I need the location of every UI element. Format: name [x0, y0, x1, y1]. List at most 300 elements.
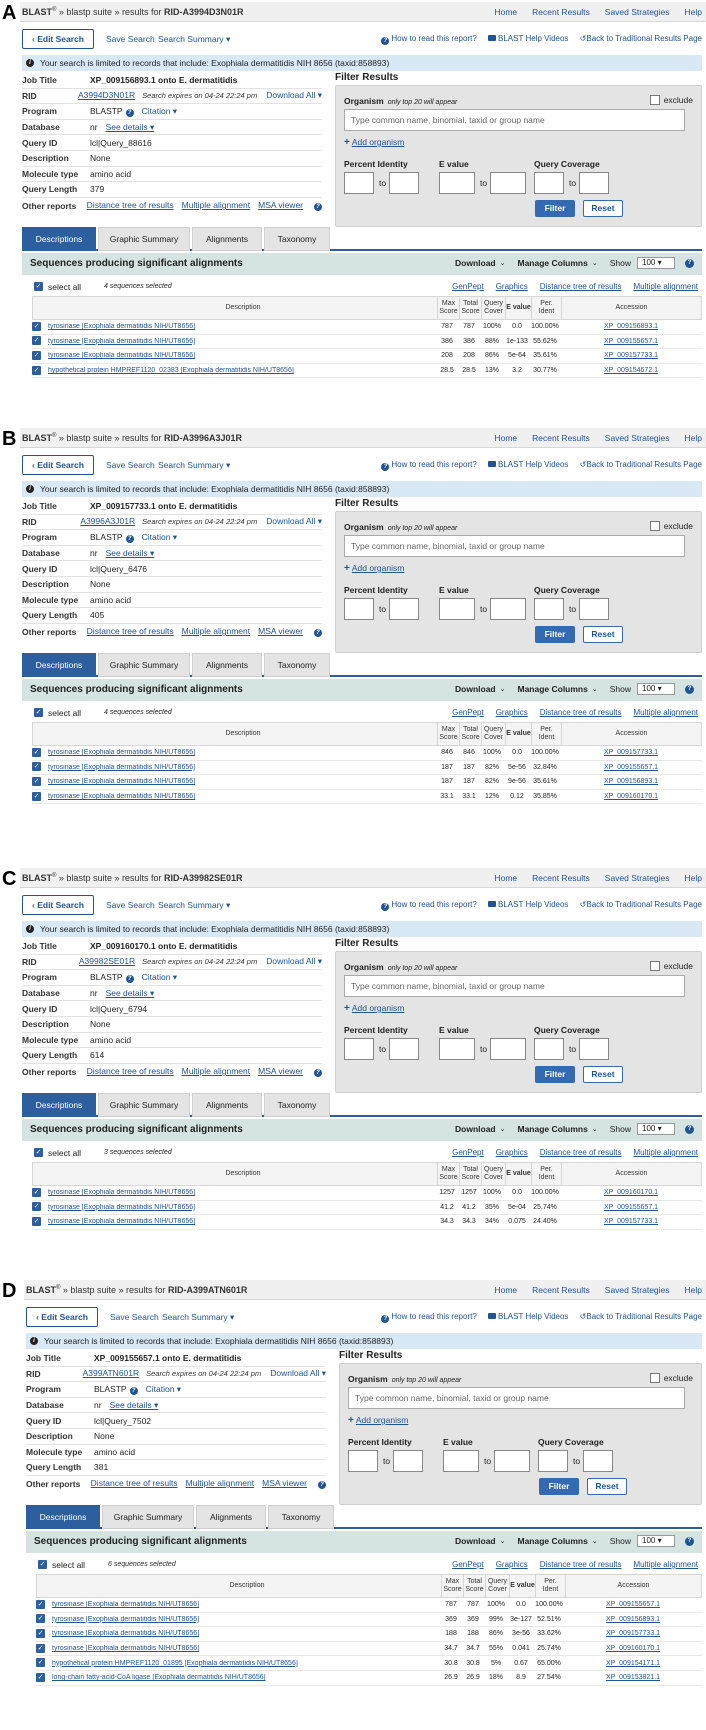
- column-accession[interactable]: Accession: [561, 297, 701, 319]
- tab-alignments[interactable]: Alignments: [192, 653, 262, 677]
- organism-input[interactable]: Type common name, binomial, taxid or group name: [344, 109, 685, 131]
- filter-button[interactable]: Filter: [535, 1066, 575, 1083]
- distance-tree-link[interactable]: Distance tree of results: [539, 1148, 622, 1157]
- help-icon[interactable]: ?: [685, 1125, 694, 1134]
- row-checkbox[interactable]: ✓: [37, 1659, 44, 1667]
- query-coverage-to-input[interactable]: [583, 1450, 613, 1472]
- table-row[interactable]: [32, 1215, 702, 1230]
- column-description[interactable]: Description: [225, 1170, 261, 1178]
- multiple-alignment-link[interactable]: Multiple alignment: [633, 708, 698, 717]
- row-accession-link[interactable]: XP_009155657.1: [603, 1203, 659, 1211]
- nav-help[interactable]: Help: [684, 1285, 702, 1295]
- manage-columns-dropdown[interactable]: Manage Columns: [517, 1124, 588, 1134]
- organism-input[interactable]: Type common name, binomial, taxid or group name: [344, 975, 685, 997]
- row-accession-link[interactable]: XP_009157733.1: [603, 1218, 659, 1226]
- tab-descriptions[interactable]: Descriptions: [26, 1505, 100, 1529]
- nav-recent-results[interactable]: Recent Results: [532, 873, 590, 883]
- description-row: [26, 1429, 326, 1445]
- exclude-checkbox[interactable]: [650, 961, 693, 971]
- row-checkbox[interactable]: ✓: [33, 337, 40, 345]
- row-checkbox[interactable]: ✓: [37, 1644, 44, 1652]
- row-description-link[interactable]: tyrosinase [Exophiala dermatitidis NIH/UT8656]: [52, 1645, 200, 1653]
- edit-search-button[interactable]: [22, 455, 94, 475]
- tab-alignments[interactable]: Alignments: [192, 227, 262, 251]
- row-total-score: 208: [463, 352, 475, 360]
- distance-tree-link[interactable]: Distance tree of results: [86, 1066, 174, 1077]
- tab-taxonomy[interactable]: Taxonomy: [264, 1093, 330, 1117]
- row-description-link[interactable]: hypothetical protein HMPREF1120_02383 [Exophiala dermatitidis NIH/UT8656]: [48, 367, 294, 375]
- help-icon[interactable]: ?: [685, 259, 694, 268]
- back-traditional-link[interactable]: [580, 1312, 702, 1321]
- blast-logo-text[interactable]: BLAST: [22, 873, 52, 883]
- column-query-cover[interactable]: Query Cover: [481, 1163, 505, 1185]
- nav-recent-results[interactable]: Recent Results: [532, 7, 590, 17]
- blast-logo-text[interactable]: BLAST: [26, 1285, 56, 1295]
- tab-descriptions[interactable]: Descriptions: [22, 653, 96, 677]
- multiple-alignment-link[interactable]: Multiple alignment: [181, 626, 251, 637]
- table-row[interactable]: [32, 761, 702, 776]
- nav-home[interactable]: Home: [494, 1285, 518, 1295]
- tab-taxonomy[interactable]: Taxonomy: [264, 227, 330, 251]
- reset-button[interactable]: Reset: [587, 1478, 627, 1495]
- column-total-score[interactable]: Total Score: [459, 1163, 481, 1185]
- row-accession-link[interactable]: XP_009155657.1: [603, 763, 659, 771]
- query-coverage-to-input[interactable]: [579, 172, 609, 194]
- search-summary-dropdown[interactable]: Search Summary ▾: [158, 34, 231, 44]
- tab-graphic-summary[interactable]: Graphic Summary: [102, 1505, 194, 1529]
- table-row[interactable]: [36, 1613, 702, 1628]
- search-summary-dropdown[interactable]: Search Summary ▾: [158, 900, 231, 910]
- table-row[interactable]: [32, 320, 702, 335]
- column-query-cover[interactable]: Query Cover: [485, 1575, 509, 1597]
- help-icon[interactable]: ?: [314, 1069, 322, 1077]
- nav-help[interactable]: Help: [684, 7, 702, 17]
- e-value-from-input[interactable]: [439, 172, 475, 194]
- nav-saved-strategies[interactable]: Saved Strategies: [604, 7, 670, 17]
- e-value-from-input[interactable]: [439, 598, 475, 620]
- e-value-to-input[interactable]: [490, 598, 526, 620]
- help-videos-link[interactable]: [488, 1312, 568, 1321]
- percent-identity-to-input[interactable]: [389, 172, 419, 194]
- how-to-read-link[interactable]: [381, 900, 476, 909]
- edit-search-button[interactable]: [26, 1307, 98, 1327]
- result-tabs: [22, 652, 702, 677]
- row-accession-link[interactable]: XP_009155657.1: [603, 337, 659, 345]
- column-max-score[interactable]: Max Score: [437, 1163, 459, 1185]
- column-accession[interactable]: Accession: [561, 723, 701, 745]
- table-row[interactable]: [32, 746, 702, 761]
- row-accession-link[interactable]: XP_009156893.1: [603, 323, 659, 331]
- e-value-to-input[interactable]: [490, 1038, 526, 1060]
- row-checkbox[interactable]: ✓: [33, 1217, 40, 1225]
- download-all-dropdown[interactable]: Download All ▾: [266, 516, 322, 527]
- row-checkbox[interactable]: ✓: [33, 792, 40, 800]
- help-icon[interactable]: ?: [318, 1481, 326, 1489]
- tab-taxonomy[interactable]: Taxonomy: [264, 653, 330, 677]
- download-dropdown[interactable]: Download: [455, 1124, 496, 1134]
- see-details-dropdown[interactable]: See details ▾: [109, 1399, 159, 1410]
- percent-identity-label: Percent Identity: [344, 1025, 408, 1035]
- nav-home[interactable]: Home: [494, 433, 518, 443]
- nav-home[interactable]: Home: [494, 7, 518, 17]
- tab-taxonomy[interactable]: Taxonomy: [268, 1505, 334, 1529]
- sequences-controls: [455, 683, 694, 695]
- help-icon[interactable]: ?: [314, 203, 322, 211]
- column-max-score[interactable]: Max Score: [437, 297, 459, 319]
- query-coverage-to-input[interactable]: [579, 598, 609, 620]
- row-description-link[interactable]: tyrosinase [Exophiala dermatitidis NIH/UT8656]: [48, 749, 196, 757]
- add-organism-link[interactable]: [344, 1003, 404, 1014]
- table-row[interactable]: [32, 349, 702, 364]
- show-count-select[interactable]: 100 ▾: [637, 683, 675, 695]
- e-value-from-input[interactable]: [443, 1450, 479, 1472]
- nav-recent-results[interactable]: Recent Results: [532, 433, 590, 443]
- row-checkbox[interactable]: ✓: [33, 351, 40, 359]
- manage-columns-dropdown[interactable]: Manage Columns: [517, 684, 588, 694]
- row-description-link[interactable]: tyrosinase [Exophiala dermatitidis NIH/UT8656]: [52, 1630, 200, 1638]
- row-checkbox[interactable]: ✓: [33, 1203, 40, 1211]
- save-search-link[interactable]: Save Search: [106, 34, 155, 44]
- exclude-label: exclude: [663, 95, 693, 105]
- nav-help[interactable]: Help: [684, 433, 702, 443]
- multiple-alignment-link[interactable]: Multiple alignment: [181, 1066, 251, 1077]
- download-all-dropdown[interactable]: Download All ▾: [270, 1368, 326, 1379]
- download-all-dropdown[interactable]: Download All ▾: [266, 956, 322, 967]
- exclude-label: exclude: [663, 961, 693, 971]
- row-description-link[interactable]: tyrosinase [Exophiala dermatitidis NIH/UT8656]: [48, 337, 196, 345]
- genpept-link[interactable]: GenPept: [452, 708, 484, 717]
- help-icon[interactable]: ?: [685, 685, 694, 694]
- row-query-cover: 100%: [483, 749, 501, 757]
- row-checkbox[interactable]: ✓: [33, 366, 40, 374]
- add-organism-link[interactable]: [348, 1415, 408, 1426]
- nav-home[interactable]: Home: [494, 873, 518, 883]
- tab-descriptions[interactable]: Descriptions: [22, 227, 96, 251]
- reset-button[interactable]: Reset: [583, 626, 623, 643]
- column-per-ident[interactable]: Per. Ident: [531, 1163, 561, 1185]
- row-description-link[interactable]: tyrosinase [Exophiala dermatitidis NIH/UT8656]: [48, 1189, 196, 1197]
- row-checkbox[interactable]: ✓: [33, 777, 40, 785]
- help-icon[interactable]: ?: [126, 109, 134, 117]
- select-all-label: select all: [48, 708, 82, 718]
- row-accession-link[interactable]: XP_009154171.1: [605, 1659, 661, 1667]
- nav-saved-strategies[interactable]: Saved Strategies: [604, 1285, 670, 1295]
- row-description-link[interactable]: tyrosinase [Exophiala dermatitidis NIH/UT8656]: [48, 793, 196, 801]
- table-row[interactable]: [36, 1656, 702, 1671]
- rid-link[interactable]: A399ATN601R: [82, 1368, 140, 1379]
- column-query-cover[interactable]: Query Cover: [481, 297, 505, 319]
- filter-button[interactable]: Filter: [535, 200, 575, 217]
- organism-label-text: Organism: [344, 962, 384, 972]
- job-title-value: XP_009155657.1 onto E. dermatitidis: [94, 1353, 242, 1364]
- download-dropdown[interactable]: Download: [455, 258, 496, 268]
- e-value-from-input[interactable]: [439, 1038, 475, 1060]
- filter-button[interactable]: Filter: [535, 626, 575, 643]
- rid-link[interactable]: A3996A3J01R: [80, 516, 136, 527]
- rid-link[interactable]: A39982SE01R: [78, 956, 136, 967]
- graphics-link[interactable]: Graphics: [495, 1148, 528, 1157]
- graphics-link[interactable]: Graphics: [495, 282, 528, 291]
- query-coverage-from-input[interactable]: [534, 172, 564, 194]
- row-description-link[interactable]: tyrosinase [Exophiala dermatitidis NIH/UT8656]: [48, 1203, 196, 1211]
- table-row[interactable]: [36, 1627, 702, 1642]
- download-dropdown[interactable]: Download: [455, 684, 496, 694]
- percent-identity-to-input[interactable]: [389, 598, 419, 620]
- row-description-link[interactable]: long-chain fatty-acid-CoA ligase [Exophiala dermatitidis NIH/UT8656]: [52, 1674, 266, 1682]
- distance-tree-link[interactable]: Distance tree of results: [539, 282, 622, 291]
- msa-viewer-link[interactable]: MSA viewer: [258, 1066, 303, 1077]
- nav-saved-strategies[interactable]: Saved Strategies: [604, 873, 670, 883]
- show-count-select[interactable]: 100 ▾: [637, 1123, 675, 1135]
- distance-tree-link[interactable]: Distance tree of results: [539, 1560, 622, 1569]
- column-per-ident[interactable]: Per. Ident: [531, 723, 561, 745]
- query-length-value: 405: [90, 610, 105, 621]
- organism-input[interactable]: Type common name, binomial, taxid or group name: [348, 1387, 685, 1409]
- save-search-link[interactable]: Save Search: [106, 460, 155, 470]
- help-icon[interactable]: ?: [126, 535, 134, 543]
- column-accession[interactable]: Accession: [565, 1575, 701, 1597]
- exclude-checkbox[interactable]: [650, 1373, 693, 1383]
- query-id-label: Query ID: [22, 563, 58, 574]
- job-title-value: XP_009160170.1 onto E. dermatitidis: [90, 941, 238, 952]
- table-row[interactable]: [36, 1671, 702, 1686]
- query-coverage-to-input[interactable]: [579, 1038, 609, 1060]
- row-accession-link[interactable]: XP_009156893.1: [603, 778, 659, 786]
- save-search-link[interactable]: Save Search: [106, 900, 155, 910]
- select-all-checkbox[interactable]: ✓: [39, 1561, 46, 1568]
- row-accession-link[interactable]: XP_009160170.1: [603, 1189, 659, 1197]
- percent-identity-from-input[interactable]: [344, 598, 374, 620]
- query-coverage-from-input[interactable]: [534, 1038, 564, 1060]
- reset-button[interactable]: Reset: [583, 200, 623, 217]
- see-details-dropdown[interactable]: See details ▾: [105, 547, 155, 558]
- row-description-link[interactable]: tyrosinase [Exophiala dermatitidis NIH/UT8656]: [52, 1601, 200, 1609]
- msa-viewer-link[interactable]: MSA viewer: [262, 1478, 307, 1489]
- table-row[interactable]: [32, 364, 702, 379]
- help-icon[interactable]: ?: [685, 1537, 694, 1546]
- header-checkbox-column: [33, 297, 49, 319]
- back-traditional-link[interactable]: [580, 34, 702, 43]
- nav-saved-strategies[interactable]: Saved Strategies: [604, 433, 670, 443]
- row-description-link[interactable]: hypothetical protein HMPREF1120_01895 [Exophiala dermatitidis NIH/UT8656]: [52, 1659, 298, 1667]
- search-summary-dropdown[interactable]: Search Summary ▾: [158, 460, 231, 470]
- row-checkbox[interactable]: ✓: [33, 763, 40, 771]
- help-videos-link[interactable]: [488, 34, 568, 43]
- graphics-link[interactable]: Graphics: [495, 708, 528, 717]
- edit-search-button[interactable]: [22, 895, 94, 915]
- row-accession-link[interactable]: XP_009155657.1: [605, 1601, 661, 1609]
- column-e-value[interactable]: E value: [505, 723, 531, 745]
- row-description-link[interactable]: tyrosinase [Exophiala dermatitidis NIH/UT8656]: [48, 352, 196, 360]
- column-total-score[interactable]: Total Score: [459, 723, 481, 745]
- percent-identity-from-input[interactable]: [344, 1038, 374, 1060]
- exclude-checkbox[interactable]: [650, 521, 693, 531]
- column-total-score[interactable]: Total Score: [463, 1575, 485, 1597]
- row-description-link[interactable]: tyrosinase [Exophiala dermatitidis NIH/UT8656]: [52, 1615, 200, 1623]
- molecule-type-value: amino acid: [90, 1034, 132, 1045]
- table-row[interactable]: [36, 1598, 702, 1613]
- back-traditional-link[interactable]: [580, 460, 702, 469]
- show-count-select[interactable]: 100 ▾: [637, 257, 675, 269]
- msa-viewer-link[interactable]: MSA viewer: [258, 200, 303, 211]
- citation-dropdown[interactable]: Citation ▾: [141, 971, 178, 982]
- genpept-link[interactable]: GenPept: [452, 1148, 484, 1157]
- multiple-alignment-link[interactable]: Multiple alignment: [633, 1560, 698, 1569]
- column-per-ident[interactable]: Per. Ident: [531, 297, 561, 319]
- help-icon[interactable]: ?: [126, 975, 134, 983]
- column-description[interactable]: Description: [229, 1582, 265, 1590]
- back-traditional-label: Back to Traditional Results Page: [586, 1312, 702, 1321]
- see-details-dropdown[interactable]: See details ▾: [105, 121, 155, 132]
- show-count-select[interactable]: 100 ▾: [637, 1535, 675, 1547]
- reset-button[interactable]: Reset: [583, 1066, 623, 1083]
- row-description-link[interactable]: tyrosinase [Exophiala dermatitidis NIH/UT8656]: [48, 763, 196, 771]
- back-traditional-link[interactable]: [580, 900, 702, 909]
- row-checkbox[interactable]: ✓: [33, 748, 40, 756]
- tab-alignments[interactable]: Alignments: [192, 1093, 262, 1117]
- row-checkbox[interactable]: ✓: [37, 1615, 44, 1623]
- molecule-type-label: Molecule type: [22, 168, 79, 179]
- column-description[interactable]: Description: [225, 304, 261, 312]
- program-value: BLASTP: [94, 1383, 127, 1394]
- row-accession-link[interactable]: XP_009153821.1: [605, 1674, 661, 1682]
- download-all-dropdown[interactable]: Download All ▾: [266, 90, 322, 101]
- row-accession-link[interactable]: XP_009154672.1: [603, 367, 659, 375]
- row-checkbox[interactable]: ✓: [37, 1629, 44, 1637]
- edit-search-label: Edit Search: [37, 34, 84, 44]
- e-value-to-input[interactable]: [490, 172, 526, 194]
- msa-viewer-link[interactable]: MSA viewer: [258, 626, 303, 637]
- back-traditional-label: Back to Traditional Results Page: [586, 34, 702, 43]
- row-checkbox[interactable]: ✓: [33, 1188, 40, 1196]
- search-summary-dropdown[interactable]: Search Summary ▾: [162, 1312, 235, 1322]
- genpept-link[interactable]: GenPept: [452, 1560, 484, 1569]
- column-e-value[interactable]: E value: [505, 1163, 531, 1185]
- distance-tree-link[interactable]: Distance tree of results: [86, 626, 174, 637]
- nav-recent-results[interactable]: Recent Results: [532, 1285, 590, 1295]
- query-coverage-from-input[interactable]: [534, 598, 564, 620]
- distance-tree-link[interactable]: Distance tree of results: [90, 1478, 178, 1489]
- distance-tree-link[interactable]: Distance tree of results: [86, 200, 174, 211]
- row-accession-link[interactable]: XP_009157733.1: [603, 749, 659, 757]
- row-description-link[interactable]: tyrosinase [Exophiala dermatitidis NIH/UT8656]: [48, 1218, 196, 1226]
- how-to-read-link[interactable]: [381, 34, 476, 43]
- row-description-link[interactable]: tyrosinase [Exophiala dermatitidis NIH/UT8656]: [48, 323, 196, 331]
- query-coverage-from-input[interactable]: [538, 1450, 568, 1472]
- row-checkbox[interactable]: ✓: [33, 322, 40, 330]
- table-row[interactable]: [32, 775, 702, 790]
- tab-descriptions[interactable]: Descriptions: [22, 1093, 96, 1117]
- citation-dropdown[interactable]: Citation ▾: [141, 105, 178, 116]
- column-total-score[interactable]: Total Score: [459, 297, 481, 319]
- how-to-read-link[interactable]: [381, 1312, 476, 1321]
- table-row[interactable]: [32, 1201, 702, 1216]
- edit-search-button[interactable]: [22, 29, 94, 49]
- e-value-to-input[interactable]: [494, 1450, 530, 1472]
- table-row[interactable]: [32, 1186, 702, 1201]
- row-checkbox[interactable]: ✓: [37, 1673, 44, 1681]
- multiple-alignment-link[interactable]: Multiple alignment: [633, 282, 698, 291]
- row-accession-link[interactable]: XP_009160170.1: [605, 1645, 661, 1653]
- add-organism-link[interactable]: [344, 137, 404, 148]
- table-row[interactable]: [32, 335, 702, 350]
- column-e-value[interactable]: E value: [509, 1575, 535, 1597]
- tab-alignments[interactable]: Alignments: [196, 1505, 266, 1529]
- select-all-checkbox[interactable]: ✓: [35, 709, 42, 716]
- row-accession-link[interactable]: XP_009156893.1: [605, 1615, 661, 1623]
- row-accession-link[interactable]: XP_009157733.1: [603, 352, 659, 360]
- row-query-cover: 18%: [488, 1674, 503, 1682]
- distance-tree-link[interactable]: Distance tree of results: [539, 708, 622, 717]
- percent-identity-label: Percent Identity: [344, 585, 408, 595]
- program-value: BLASTP: [90, 105, 123, 116]
- column-e-value[interactable]: E value: [505, 297, 531, 319]
- tab-graphic-summary[interactable]: Graphic Summary: [98, 1093, 190, 1117]
- filter-button[interactable]: Filter: [539, 1478, 579, 1495]
- molecule-type-label: Molecule type: [22, 1034, 79, 1045]
- column-query-cover[interactable]: Query Cover: [481, 723, 505, 745]
- percent-identity-to-input[interactable]: [389, 1038, 419, 1060]
- graphics-link[interactable]: Graphics: [495, 1560, 528, 1569]
- table-row[interactable]: [36, 1642, 702, 1657]
- genpept-link[interactable]: GenPept: [452, 282, 484, 291]
- multiple-alignment-link[interactable]: Multiple alignment: [181, 200, 251, 211]
- percent-identity-to-input[interactable]: [393, 1450, 423, 1472]
- see-details-dropdown[interactable]: See details ▾: [105, 987, 155, 998]
- help-videos-link[interactable]: [488, 900, 568, 909]
- row-description-link[interactable]: tyrosinase [Exophiala dermatitidis NIH/UT8656]: [48, 778, 196, 786]
- column-max-score[interactable]: Max Score: [437, 723, 459, 745]
- row-per-ident: 35.61%: [533, 352, 557, 360]
- row-checkbox[interactable]: ✓: [37, 1600, 44, 1608]
- row-accession-link[interactable]: XP_009157733.1: [605, 1630, 661, 1638]
- help-icon[interactable]: ?: [130, 1387, 138, 1395]
- multiple-alignment-link[interactable]: Multiple alignment: [185, 1478, 255, 1489]
- column-accession[interactable]: Accession: [561, 1163, 701, 1185]
- download-dropdown[interactable]: Download: [455, 1536, 496, 1546]
- help-icon[interactable]: ?: [314, 629, 322, 637]
- organism-input[interactable]: Type common name, binomial, taxid or group name: [344, 535, 685, 557]
- column-per-ident[interactable]: Per. Ident: [535, 1575, 565, 1597]
- percent-identity-from-input[interactable]: [348, 1450, 378, 1472]
- row-max-score: 41.2: [440, 1203, 454, 1211]
- table-row[interactable]: [32, 790, 702, 805]
- column-description[interactable]: Description: [225, 730, 261, 738]
- select-all-checkbox[interactable]: ✓: [35, 283, 42, 290]
- column-max-score[interactable]: Max Score: [441, 1575, 463, 1597]
- organism-hint: only top 20 will appear: [387, 99, 458, 106]
- help-videos-link[interactable]: [488, 460, 568, 469]
- exclude-checkbox[interactable]: [650, 95, 693, 105]
- percent-identity-from-input[interactable]: [344, 172, 374, 194]
- row-accession-link[interactable]: XP_009160170.1: [603, 793, 659, 801]
- manage-columns-dropdown[interactable]: Manage Columns: [517, 1536, 588, 1546]
- how-to-read-link[interactable]: [381, 460, 476, 469]
- add-organism-link[interactable]: [344, 563, 404, 574]
- nav-help[interactable]: Help: [684, 873, 702, 883]
- multiple-alignment-link[interactable]: Multiple alignment: [633, 1148, 698, 1157]
- blast-logo-text[interactable]: BLAST: [22, 7, 52, 17]
- rid-link[interactable]: A3994D3N01R: [77, 90, 136, 101]
- tab-graphic-summary[interactable]: Graphic Summary: [98, 653, 190, 677]
- citation-dropdown[interactable]: Citation ▾: [141, 531, 178, 542]
- save-search-link[interactable]: Save Search: [110, 1312, 159, 1322]
- manage-columns-dropdown[interactable]: Manage Columns: [517, 258, 588, 268]
- citation-dropdown[interactable]: Citation ▾: [145, 1383, 182, 1394]
- tab-graphic-summary[interactable]: Graphic Summary: [98, 227, 190, 251]
- blast-logo-text[interactable]: BLAST: [22, 433, 52, 443]
- select-all-checkbox[interactable]: ✓: [35, 1149, 42, 1156]
